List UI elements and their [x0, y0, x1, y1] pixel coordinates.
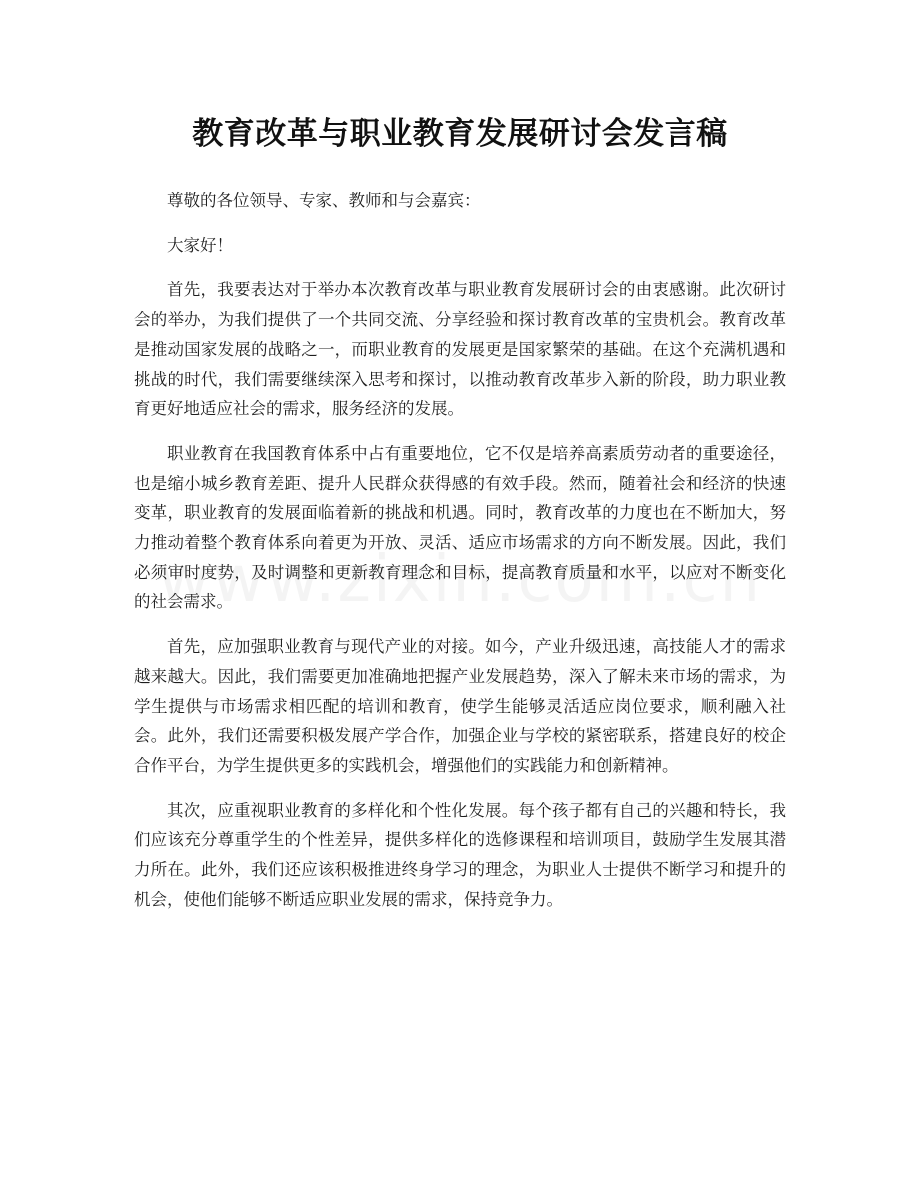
- paragraph: 首先，应加强职业教育与现代产业的对接。如今，产业升级迅速，高技能人才的需求越来越大。因此，我们需要更加准确地把握产业发展趋势，深入了解未来市场的需求，为学生提供与市场需求相匹配的培训和教育，使学生能够灵活适应岗位要求，顺利融入社会。此外，我们还需要积极发展产学合作，加强企业与学校的紧密联系，搭建良好的校企合作平台，为学生提供更多的实践机会，增强他们的实践能力和创新精神。: [134, 637, 786, 775]
- paragraph: 首先，我要表达对于举办本次教育改革与职业教育发展研讨会的由衷感谢。此次研讨会的举办，为我们提供了一个共同交流、分享经验和探讨教育改革的宝贵机会。教育改革是推动国家发展的战略之一，而职业教育的发展更是国家繁荣的基础。在这个充满机遇和挑战的时代，我们需要继续深入思考和探讨，以推动教育改革步入新的阶段，助力职业教育更好地适应社会的需求，服务经济的发展。: [134, 280, 786, 419]
- document-title: 教育改革与职业教育发展研讨会发言稿: [192, 116, 728, 152]
- document-body: [134, 186, 786, 929]
- salutation: 尊敬的各位领导、专家、教师和与会嘉宾：: [167, 191, 481, 210]
- greeting: 大家好！: [167, 235, 233, 255]
- paragraph: 职业教育在我国教育体系中占有重要地位，它不仅是培养高素质劳动者的重要途径，也是缩小城乡教育差距、提升人民群众获得感的有效手段。然而，随着社会和经济的快速变革，职业教育的发展面临着新的挑战和机遇。同时，教育改革的力度也在不断加大，努力推动着整个教育体系向着更为开放、灵活、适应市场需求的方向不断发展。因此，我们必须审时度势，及时调整和更新教育理念和目标，提高教育质量和水平，以应对不断变化的社会需求。: [134, 443, 786, 612]
- paragraph: 其次，应重视职业教育的多样化和个性化发展。每个孩子都有自己的兴趣和特长，我们应该充分尊重学生的个性差异，提供多样化的选修课程和培训项目，鼓励学生发展其潜力所在。此外，我们还应该积极推进终身学习的理念，为职业人士提供不断学习和提升的机会，使他们能够不断适应职业发展的需求，保持竞争力。: [134, 800, 786, 909]
